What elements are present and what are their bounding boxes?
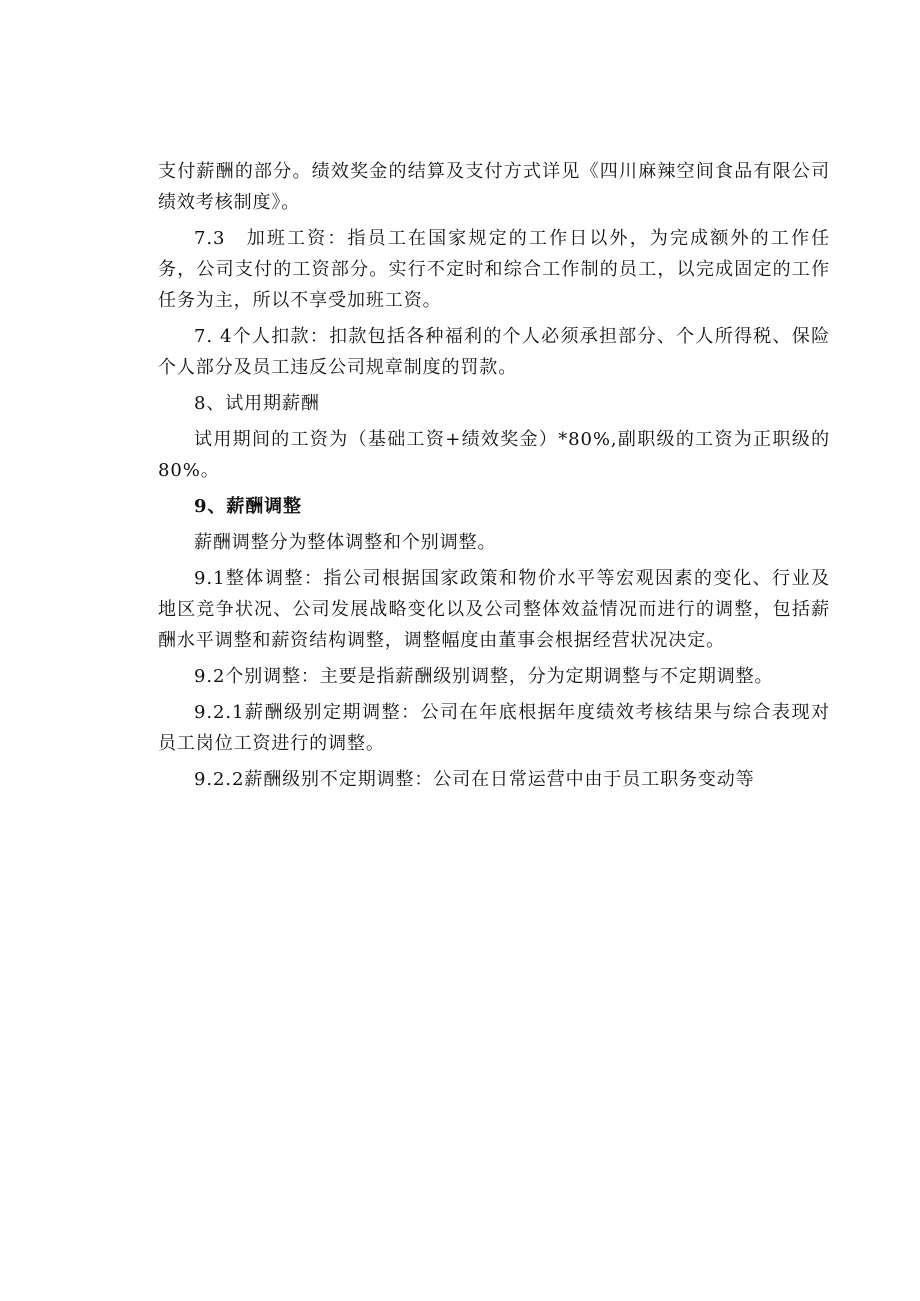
paragraph-7-3-overtime-pay: 7.3 加班工资：指员工在国家规定的工作日以外，为完成额外的工作任务，公司支付的工资部分。实行不定时和综合工作制的员工，以完成固定的工作任务为主，所以不享受加班工资。	[158, 228, 830, 311]
paragraph-9-2-individual-adjustment: 9.2个别调整：主要是指薪酬级别调整，分为定期调整与不定期调整。	[194, 666, 774, 687]
paragraph-probation-pay: 试用期间的工资为（基础工资+绩效奖金）*80%,副职级的工资为正职级的80%。	[158, 429, 830, 481]
paragraph-adjustment-types: 薪酬调整分为整体调整和个别调整。	[194, 532, 497, 553]
paragraph-performance-bonus-continued: 支付薪酬的部分。绩效奖金的结算及支付方式详见《四川麻辣空间食品有限公司绩效考核制度》。	[158, 161, 830, 213]
paragraph-7-4-deductions: 7. 4个人扣款：扣款包括各种福利的个人必须承担部分、个人所得税、保险个人部分及员工违反公司规章制度的罚款。	[158, 326, 830, 378]
heading-9-salary-adjustment: 9、薪酬调整	[194, 496, 302, 517]
paragraph-9-1-overall-adjustment: 9.1整体调整：指公司根据国家政策和物价水平等宏观因素的变化、行业及地区竞争状况、公司发展战略变化以及公司整体效益情况而进行的调整，包括薪酬水平调整和薪资结构调整，调整幅度由董事会根据经营状况决定。	[158, 568, 830, 651]
heading-8-probation-pay: 8、试用期薪酬	[194, 393, 320, 414]
paragraph-9-2-1-periodic-adjustment: 9.2.1薪酬级别定期调整：公司在年底根据年度绩效考核结果与综合表现对员工岗位工资进行的调整。	[158, 702, 830, 754]
document-body	[158, 156, 830, 800]
paragraph-9-2-2-irregular-adjustment: 9.2.2薪酬级别不定期调整：公司在日常运营中由于员工职务变动等	[194, 769, 755, 790]
